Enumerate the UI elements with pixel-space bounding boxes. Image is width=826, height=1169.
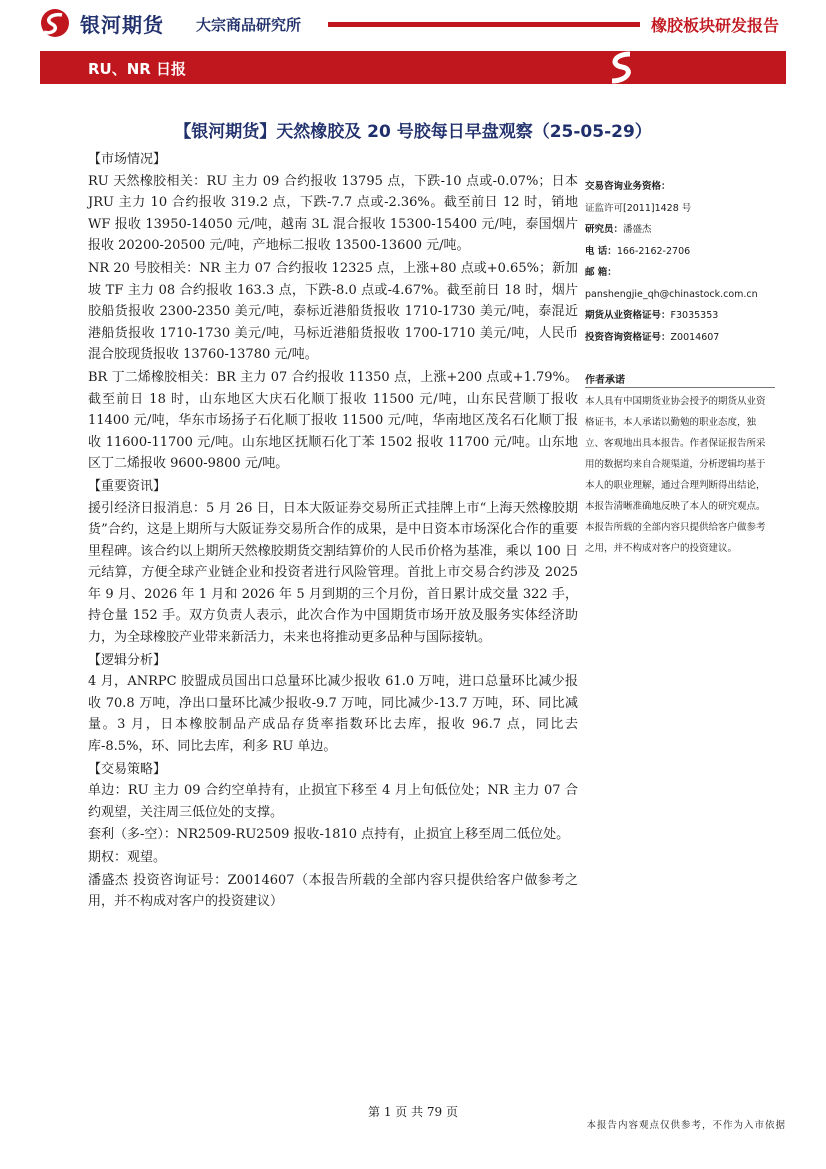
analyst-info [585, 176, 780, 348]
paragraph-br: BR 丁二烯橡胶相关：BR 主力 07 合约报收 11350 点，上涨+200 点或+1.79%。截至前日 18 时，山东地区大庆石化顺丁报收 11500 元/吨，山东民营顺丁报收 11400 元/吨，华东市场扬子石化顺丁报收 11500 元/吨，华南地区茂名石化顺丁报收 11600-11700 元/吨。山东地区抚顺石化丁苯 1502 报收 11700 元/吨。山东地区丁二烯报收 9600-9800 元/吨。 [88, 369, 578, 472]
page-number: 第 1 页 共 79 页 [368, 1105, 458, 1119]
paragraph-news: 援引经济日报消息：5 月 26 日，日本大阪证券交易所正式挂牌上市“上海天然橡胶期货”合约，这是上期所与大阪证券交易所合作的成果，是中日资本市场深化合作的重要里程碑。该合约以上期所天然橡胶期货交割结算价的人民币价格为基准，乘以 100 日元结算，方便全球产业链企业和投资者进行风险管理。首批上市交易合约涉及 2025 年 9 月、2026 年 1 月和 2026 年 5 月到期的三个月份，首日累计成交量 322 手，持仓量 152 手。双方负责人表示，此次合作为中国期货市场开放及服务实体经济助力，为全球橡胶产业带来新活力，未来也将推动更多品种与国际接轨。 [88, 500, 578, 646]
logo-text: 银河期货 [80, 13, 164, 37]
analyst-label: 研究员： [585, 224, 624, 235]
section-logic [88, 650, 578, 758]
futures-cert-label: 期货从业资格证号： [585, 310, 671, 321]
institute-name: 大宗商品研究所 [196, 16, 302, 34]
section-heading: 【交易策略】 [88, 761, 167, 777]
header-divider [328, 22, 640, 27]
paragraph-nr: NR 20 号胶相关：NR 主力 07 合约报收 12325 点，上涨+80 点或+0.65%；新加坡 TF 主力 08 合约报收 163.3 点，下跌-8.0 点或-4.67%。截至前日 18 时，烟片胶船货报收 2300-2350 美元/吨，泰标近港船货报收 1710-1730 美元/吨，泰混近港船货报收 1710-1730 美元/吨，马标近港船货报收 1700-1710 美元/吨，人民币混合胶现货报收 13760-13780 元/吨。 [88, 260, 578, 363]
section-news [88, 476, 578, 649]
section-heading: 【重要资讯】 [88, 478, 167, 494]
paragraph-single: 单边：RU 主力 09 合约空单持有，止损宜下移至 4 月上旬低位处；NR 主力 07 合约观望，关注周三低位处的支撑。 [88, 783, 578, 820]
section-strategy [88, 759, 578, 913]
section-market [88, 149, 578, 475]
commitment-divider [585, 387, 775, 388]
galaxy-logo-icon [40, 8, 74, 38]
paragraph-ru: RU 天然橡胶相关：RU 主力 09 合约报收 13795 点，下跌-10 点或-0.07%；日本 JRU 主力 10 合约报收 319.2 点，下跌-7.7 点或-2.36%。截至前日 12 时，销地 WF 报收 13950-14050 元/吨，越南 3L 混合报收 15300-15400 元/吨，泰国烟片报收 20200-20500 元/吨，产地标二报收 13500-13600 元/吨。 [88, 173, 578, 254]
footer-disclaimer: 本报告内容观点仅供参考，不作为入市依据 [586, 1120, 786, 1131]
section-heading: 【市场情况】 [88, 152, 167, 167]
report-type: 橡胶板块研发报告 [651, 16, 780, 35]
email-label: 邮 箱： [585, 267, 617, 278]
futures-cert-value: F3035353 [670, 310, 719, 321]
main-content [88, 148, 578, 914]
qualification-value: 证监许可[2011]1428 号 [585, 202, 692, 214]
banner-swoosh-icon [592, 51, 652, 84]
paragraph-analyst: 潘盛杰 投资咨询证号：Z0014607（本报告所载的全部内容只提供给客户做参考之用，并不构成对客户的投资建议） [88, 872, 578, 910]
invest-cert-label: 投资咨询资格证号： [585, 331, 671, 343]
section-heading: 【逻辑分析】 [88, 652, 167, 668]
report-title: 【银河期货】天然橡胶及 20 号胶每日早盘观察（25-05-29） [174, 122, 652, 142]
analyst-name: 潘盛杰 [623, 224, 652, 235]
paragraph-options: 期权：观望。 [88, 850, 167, 865]
paragraph-logic: 4 月，ANRPC 胶盟成员国出口总量环比减少报收 61.0 万吨，进口总量环比减少报收 70.8 万吨，净出口量环比减少报收-9.7 万吨，同比减少-13.7 万吨，环、同比减量。3 月，日本橡胶制品产成品存货率指数环比去库，报收 96.7 点，同比去库-8.5%，环、同比去库，利多 RU 单边。 [88, 674, 578, 755]
phone-label: 电 话： [585, 245, 617, 257]
commitment-text: 本人具有中国期货业协会授予的期货从业资格证书，本人承诺以勤勉的职业态度，独立、客观地出具本报告。作者保证报告所采用的数据均来自合规渠道，分析逻辑均基于本人的职业理解，通过合理判断得出结论，本报告清晰准确地反映了本人的研究观点。本报告所载的全部内容只提供给客户做参考之用，并不构成对客户的投资建议。 [585, 396, 766, 554]
phone-value: 166-2162-2706 [616, 245, 691, 257]
commitment-title: 作者承诺 [585, 375, 625, 386]
invest-cert-value: Z0014607 [670, 331, 720, 343]
company-logo [40, 6, 190, 40]
paragraph-arbitrage: 套利（多-空）：NR2509-RU2509 报收-1810 点持有，止损宜上移至周二低位处。 [88, 827, 570, 843]
qualification-label: 交易咨询业务资格： [585, 181, 671, 192]
report-banner [40, 51, 786, 84]
banner-label: RU、NR 日报 [88, 60, 187, 78]
email-value[interactable]: panshengjie_qh@chinastock.com.cn [585, 288, 758, 300]
